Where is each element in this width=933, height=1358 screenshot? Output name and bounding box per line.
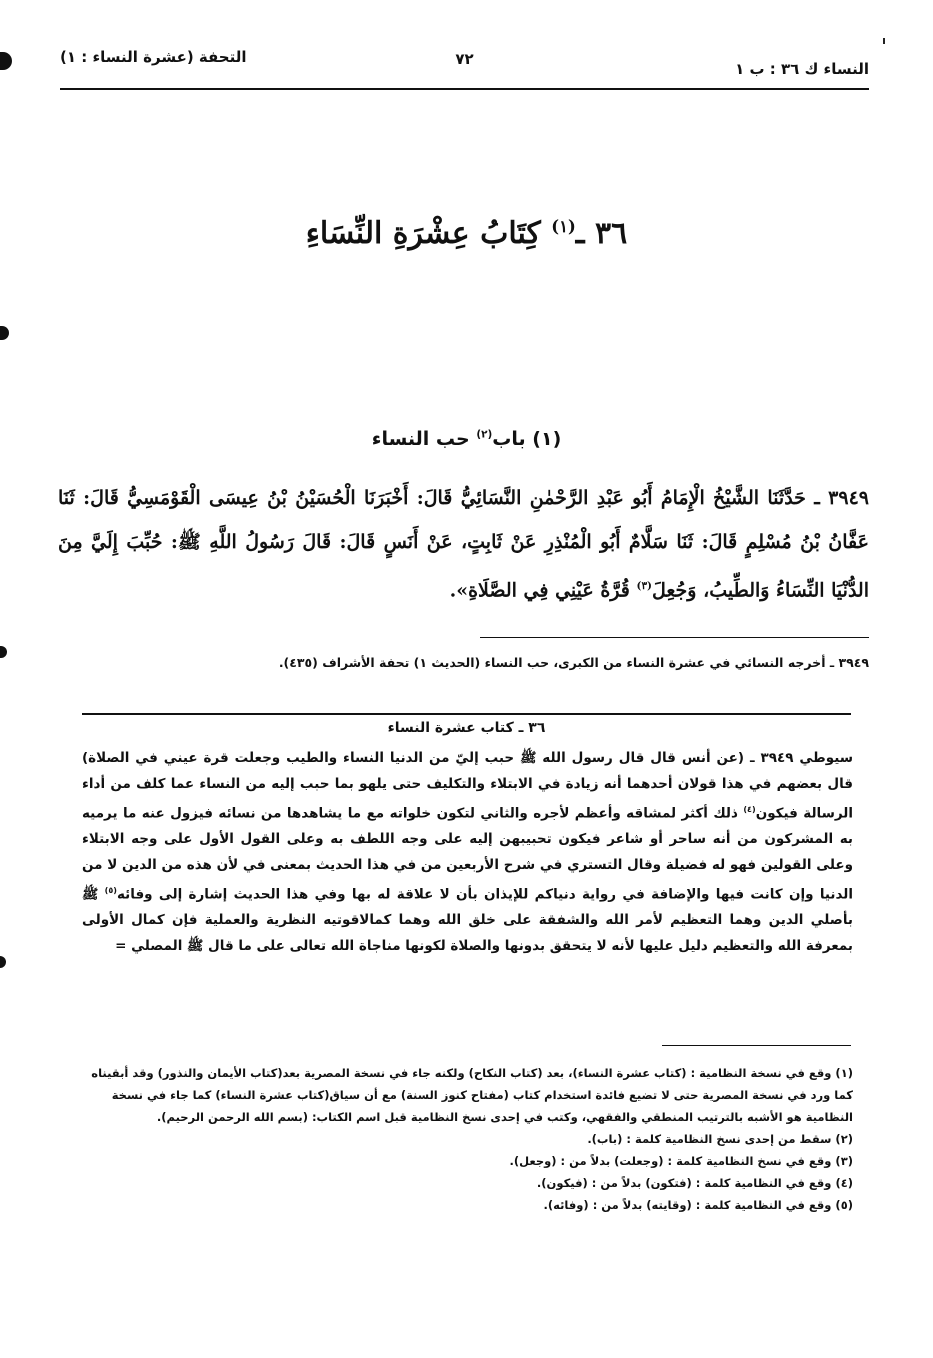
takhrij-divider: [480, 637, 869, 638]
binding-hole-mark: [0, 646, 7, 658]
commentary-text: [82, 746, 853, 959]
chapter-prefix: (١) باب: [492, 428, 562, 450]
commentary-part: ذلك أكثر لمشاقه وأعظم لأجره والثاني لتكون خلواته مع ما يشاهدها من نسائه فيزول عنه ما يرميه به المشركون من أنه ساحر أو شاعر فيكون تحبيبهن إليه على وجه اللطف به وعلى القول الأول على وجه الابتلاء وعلى القولين فهو له فضيلة وقال التستري في شرح الأربعين من في هذا الحديث بمعنى في لأن هذه من الدين لا من الدنيا وإن كانت فيها والإضافة في رواية دنياكم للإيذان بأن لا علاقة له بها وفي هذا الحديث إشارة إلى وفائه: [82, 805, 853, 903]
footnote-ref: (٣): [636, 580, 652, 592]
footnote: (١) وقع في نسخة النظامية : (كتاب عشرة النساء)، بعد (كتاب النكاح) ولكنه جاء في نسخة المصرية بعد(كتاب الأيمان والنذور) وقد أبقيناه كما ورد في نسخة المصرية حتى لا تضيع فائدة استخدام كتاب (مفتاح كنوز السنة) مع أن سياق(كتاب عشرة النساء) كما جاء في نسخة النظامية هو الأشبه بالترتيب المنطقي والفقهي، وكتب في إحدى نسخ النظامية قبل اسم الكتاب: (بسم الله الرحمن الرحيم).: [91, 1066, 853, 1124]
commentary-part: سيوطي ٣٩٤٩ ـ (عن أنس قال قال رسول الله ﷺ حبب إليّ من الدنيا النساء والطيب وجعلت قرة عيني في الصلاة) قال بعضهم في هذا قولان أحدهما أنه زيادة في الابتلاء والتكليف حتى يلهو بما حبب إليه من النساء عما كلف من أداء الرسالة فيكون: [82, 750, 854, 822]
binding-hole-mark: [0, 956, 6, 968]
book-title: [60, 216, 873, 251]
footnote-ref: (٢): [476, 428, 493, 441]
hadith-body: ٣٩٤٩ ـ حَدَّثَنَا الشَّيْخُ الْإِمَامُ أَبُو عَبْدِ الرَّحْمٰنِ النَّسَائِيُّ قَالَ: أَخْبَرَنَا الْحُسَيْنُ بْنُ عِيسَى الْقَوْمَسِيُّ قَالَ: ثَنَا عَفَّانُ بْنُ مُسْلِمٍ قَالَ: ثَنَا سَلَّامٌ أَبُو الْمُنْذِرِ عَنْ ثَابِتٍ، عَنْ أَنَسٍ قَالَ: قَالَ رَسُولُ اللَّهِ ﷺ: حُبِّبَ إِلَيَّ مِنَ الدُّنْيَا النِّسَاءُ وَالطِّيبُ، وَجُعِلَ: [58, 487, 869, 602]
book-title-text: كِتَابُ عِشْرَةِ النِّسَاءِ: [305, 216, 552, 251]
footnotes-divider: [662, 1045, 851, 1046]
footnote-ref: (٥): [104, 885, 117, 895]
takhrij-note: ٣٩٤٩ ـ أخرجه النسائي في عشرة النساء من الكبرى، حب النساء (الحديث ١) تحفة الأشراف (٤٣٥).: [278, 655, 869, 670]
footnote: (٥) وقع في النظامية كلمة : (وقايته) بدلاً من : (وفائه).: [543, 1198, 853, 1212]
binding-hole-mark: [0, 326, 9, 340]
hadith-text: [58, 476, 869, 612]
hadith-ending: قُرَّةُ عَيْنِي فِي الصَّلَاةِ».: [449, 579, 637, 602]
commentary-divider: [82, 713, 851, 715]
commentary-part: ﷺ بأصلي الدين وهما التعظيم لأمر الله والشفقة على خلق الله وهما كمالاقوتيه النظرية والعملية فإن كمال الأولى بمعرفة الله والتعظيم دليل عليها لأنه لا يتحقق بدونها والصلاة لكونها مناجاة الله تعالى على ما قال ﷺ المصلي =: [82, 886, 853, 954]
header-book-reference: النساء ك ٣٦ : ب ١: [735, 60, 869, 78]
footnote: (٤) وقع في النظامية كلمة : (فتكون) بدلاً من : (فيكون).: [536, 1176, 853, 1190]
header-divider: [60, 88, 869, 90]
footnote-ref: (١): [551, 217, 576, 236]
binding-hole-mark: [0, 52, 12, 70]
running-header: [60, 42, 869, 82]
header-tuhfa-reference: التحفة (عشرة النساء : ١): [60, 48, 247, 66]
chapter-title: [60, 428, 873, 450]
footnote: (٢) سقط من إحدى نسخ النظامية كلمة : (باب).: [587, 1132, 853, 1146]
page-number: ٧٢: [455, 50, 474, 68]
stray-mark: [883, 38, 885, 44]
footnotes: [82, 1062, 853, 1216]
commentary-title: ٣٦ ـ كتاب عشرة النساء: [387, 720, 546, 736]
book-number: ٣٦ ـ: [575, 216, 628, 251]
footnote-ref: (٤): [743, 804, 756, 814]
chapter-title-text: حب النساء: [371, 428, 477, 450]
footnote: (٣) وقع في نسخ النظامية كلمة : (وجعلت) بدلاً من : (وجعل).: [509, 1154, 853, 1168]
